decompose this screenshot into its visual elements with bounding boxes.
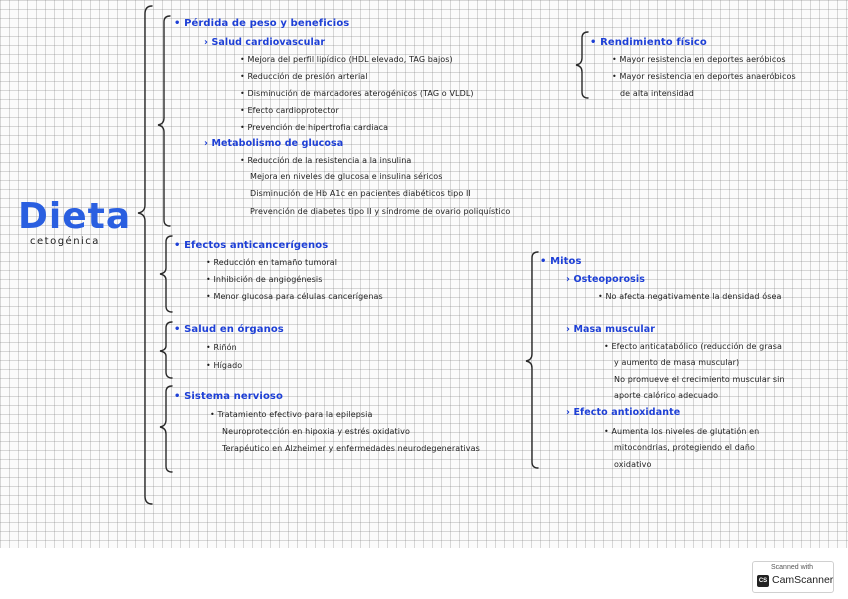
cancer-bracket <box>160 236 172 312</box>
camscanner-badge <box>752 561 834 593</box>
list-item: • Mejora del perfil lipídico (HDL elevado, TAG bajos) <box>240 55 453 64</box>
list-item: • Efecto anticatabólico (reducción de grasa <box>604 342 782 351</box>
glucose-heading: › Metabolismo de glucosa <box>204 138 344 149</box>
list-item: • Reducción de la resistencia a la insulina <box>240 156 412 165</box>
nervous-bracket <box>160 386 172 472</box>
list-item: y aumento de masa muscular) <box>614 358 740 367</box>
list-item: • Riñón <box>206 343 237 352</box>
myths-bracket <box>526 252 538 468</box>
list-item: Disminución de Hb A1c en pacientes diabéticos tipo II <box>250 189 471 198</box>
list-item: • Mayor resistencia en deportes anaeróbicos <box>612 72 796 81</box>
list-item: Terapéutico en Alzheimer y enfermedades neurodegenerativas <box>222 444 480 453</box>
cancer-heading: • Efectos anticancerígenos <box>174 240 329 251</box>
list-item: • No afecta negativamente la densidad ósea <box>598 292 782 301</box>
badge-caption: Scanned with <box>771 564 814 571</box>
osteo-heading: › Osteoporosis <box>566 274 645 285</box>
list-item: • Inhibición de angiogénesis <box>206 275 323 284</box>
list-item: • Hígado <box>206 361 243 370</box>
badge-name: CamScanner <box>772 574 834 586</box>
list-item: Prevención de diabetes tipo II y síndrome de ovario poliquístico <box>250 207 511 216</box>
antiox-heading: › Efecto antioxidante <box>566 407 681 418</box>
list-item: • Disminución de marcadores aterogénicos (TAG o VLDL) <box>240 89 474 98</box>
nervous-heading: • Sistema nervioso <box>174 391 283 402</box>
list-item: Mejora en niveles de glucosa e insulina séricos <box>250 172 443 181</box>
page-title: Dieta <box>18 196 132 237</box>
list-item: • Efecto cardioprotector <box>240 106 339 115</box>
list-item: Neuroprotección en hipoxia y estrés oxidativo <box>222 427 410 436</box>
myths-heading: • Mitos <box>540 256 582 267</box>
list-item: • Tratamiento efectivo para la epilepsia <box>210 410 373 419</box>
weight-bracket <box>158 16 170 226</box>
list-item: mitocondrias, protegiendo el daño <box>614 443 756 452</box>
list-item: • Prevención de hipertrofia cardiaca <box>240 123 389 132</box>
list-item: de alta intensidad <box>620 89 694 98</box>
list-item: aporte calórico adecuado <box>614 391 719 400</box>
camscanner-logo-icon: CS <box>757 575 769 587</box>
page-subtitle: cetogénica <box>30 236 100 247</box>
muscle-heading: › Masa muscular <box>566 324 656 335</box>
list-item: • Menor glucosa para células cancerígenas <box>206 292 383 301</box>
list-item: oxidativo <box>614 460 652 469</box>
weight-heading: • Pérdida de peso y beneficios <box>174 18 350 29</box>
list-item: • Mayor resistencia en deportes aeróbicos <box>612 55 786 64</box>
list-item: No promueve el crecimiento muscular sin <box>614 375 785 384</box>
list-item: • Reducción en tamaño tumoral <box>206 258 338 267</box>
organs-heading: • Salud en órganos <box>174 324 284 335</box>
cardio-heading: › Salud cardiovascular <box>204 37 326 48</box>
list-item: • Aumenta los niveles de glutatión en <box>604 427 760 436</box>
main-bracket <box>138 6 152 504</box>
list-item: • Reducción de presión arterial <box>240 72 368 81</box>
performance-bracket <box>576 32 588 98</box>
performance-heading: • Rendimiento físico <box>590 37 707 48</box>
organs-bracket <box>160 322 172 378</box>
